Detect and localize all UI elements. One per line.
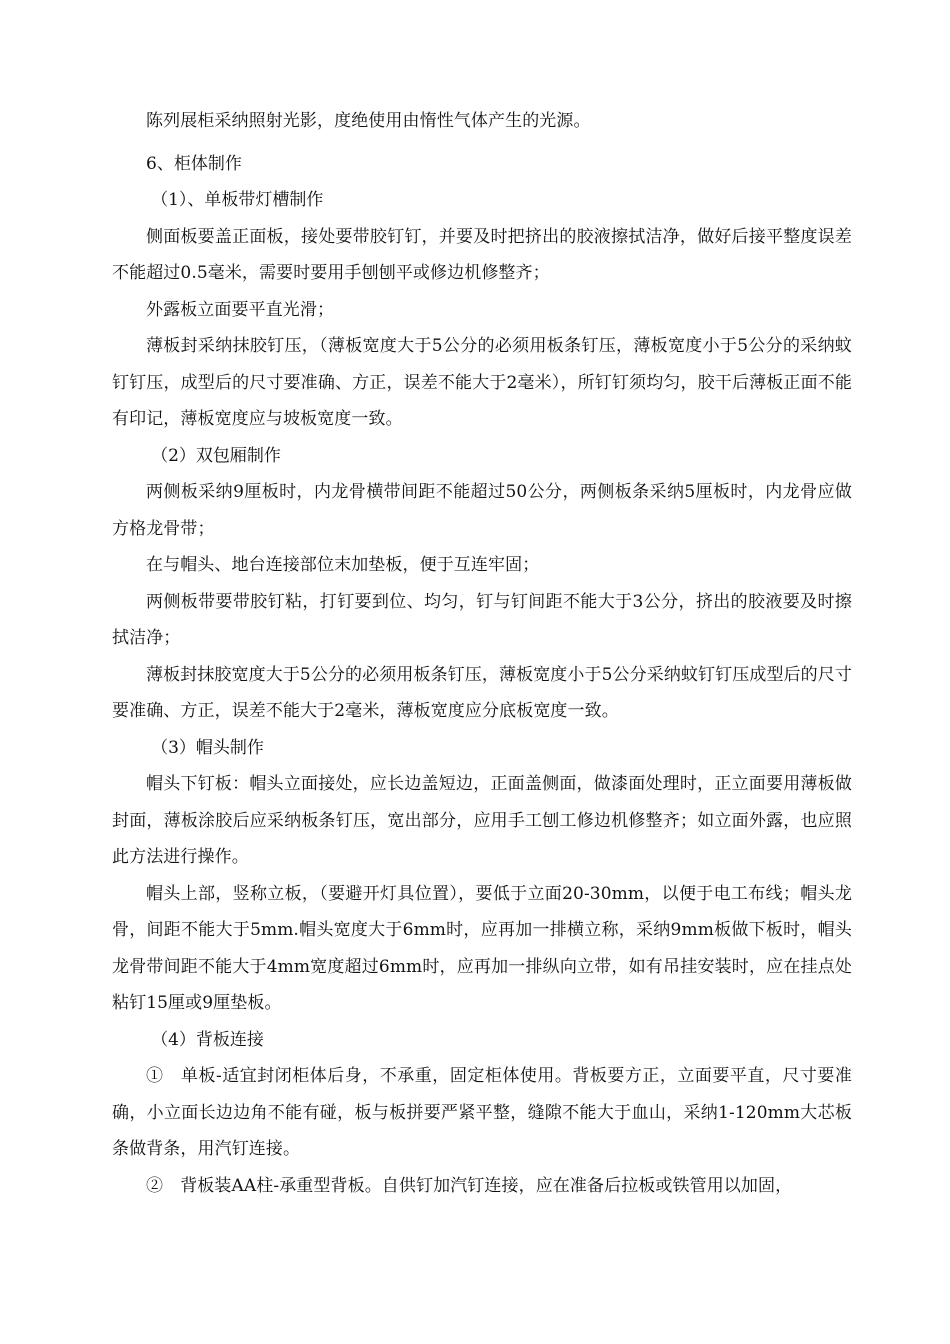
paragraph-glue-nail: 两侧板带要带胶钉粘，打钉要到位、均匀，钉与钉间距不能大于3公分，挤出的胶液要及时擦拭洁净； (112, 591, 852, 648)
paragraph-exposed-board: 外露板立面要平直光滑； (146, 299, 335, 320)
subheading-back-board: （4）背板连接 (151, 1029, 264, 1050)
paragraph-lighting: 陈列展柜采纳照射光影，度绝使用由惰性气体产生的光源。 (146, 111, 591, 131)
document-page (112, 103, 852, 1204)
paragraph-single-back: ① 单板-适宜封闭柜体后身，不承重，固定柜体使用。背板要方正，立面要平直，尺寸要准确，小立面长边边角不能有碰，板与板拼要严紧平整，缝隙不能大于血山，采纳1-120mm大芯板条做背条，用汽钉连接。 (112, 1066, 852, 1159)
paragraph-thin-board: 薄板封采纳抹胶钉压，（薄板宽度大于5公分的必须用板条钉压，薄板宽度小于5公分的采纳蚊钉钉压，成型后的尺寸要准确、方正，误差不能大于2毫米），所钉钉须均匀，胶干后薄板正面不能有印记，薄板宽度应与坡板宽度一致。 (112, 336, 852, 429)
paragraph-side-plates: 两侧板采纳9厘板时，内龙骨横带间距不能超过50公分，两侧板条采纳5厘板时，内龙骨应做方格龙骨带； (112, 482, 852, 539)
subheading-cap-head: （3）帽头制作 (151, 737, 264, 758)
paragraph-connection: 在与帽头、地台连接部位末加垫板，便于互连牢固； (146, 555, 540, 575)
subheading-single-board: （1）、单板带灯槽制作 (151, 190, 324, 210)
paragraph-thin-seal: 薄板封抹胶宽度大于5公分的必须用板条钉压，薄板宽度小于5公分采纳蚊钉钉压成型后的尺寸要准确、方正，误差不能大于2毫米，薄板宽度应分底板宽度一致。 (112, 664, 852, 721)
paragraph-cap-lower: 帽头下钉板：帽头立面接处，应长边盖短边，正面盖侧面，做漆面处理时，正立面要用薄板做封面，薄板涂胶后应采纳板条钉压，宽出部分，应用手工刨工修边机修整齐；如立面外露，也应照此方法进行操作。 (112, 774, 852, 867)
subheading-double-box: （2）双包厢制作 (151, 445, 281, 466)
paragraph-side-board: 侧面板要盖正面板，接处要带胶钉钉，并要及时把挤出的胶液擦拭洁净，做好后接平整度误差不能超过0.5毫米，需要时要用手刨刨平或修边机修整齐； (112, 226, 852, 283)
section-heading-cabinet: 6、柜体制作 (146, 153, 242, 174)
paragraph-cap-upper: 帽头上部，竖称立板，（要避开灯具位置），要低于立面20-30mm，以便于电工布线；帽头龙骨，间距不能大于5mm.帽头宽度大于6mm时，应再加一排横立称，采纳9mm板做下板时，帽头龙骨带间距不能大于4mm宽度超过6mm时，应再加一排纵向立带，如有吊挂安装时，应在挂点处粘钉15厘或9厘垫板。 (112, 883, 852, 1013)
paragraph-aa-column: ② 背板装AA柱-承重型背板。自供钉加汽钉连接，应在准备后拉板或铁管用以加固， (146, 1175, 793, 1196)
